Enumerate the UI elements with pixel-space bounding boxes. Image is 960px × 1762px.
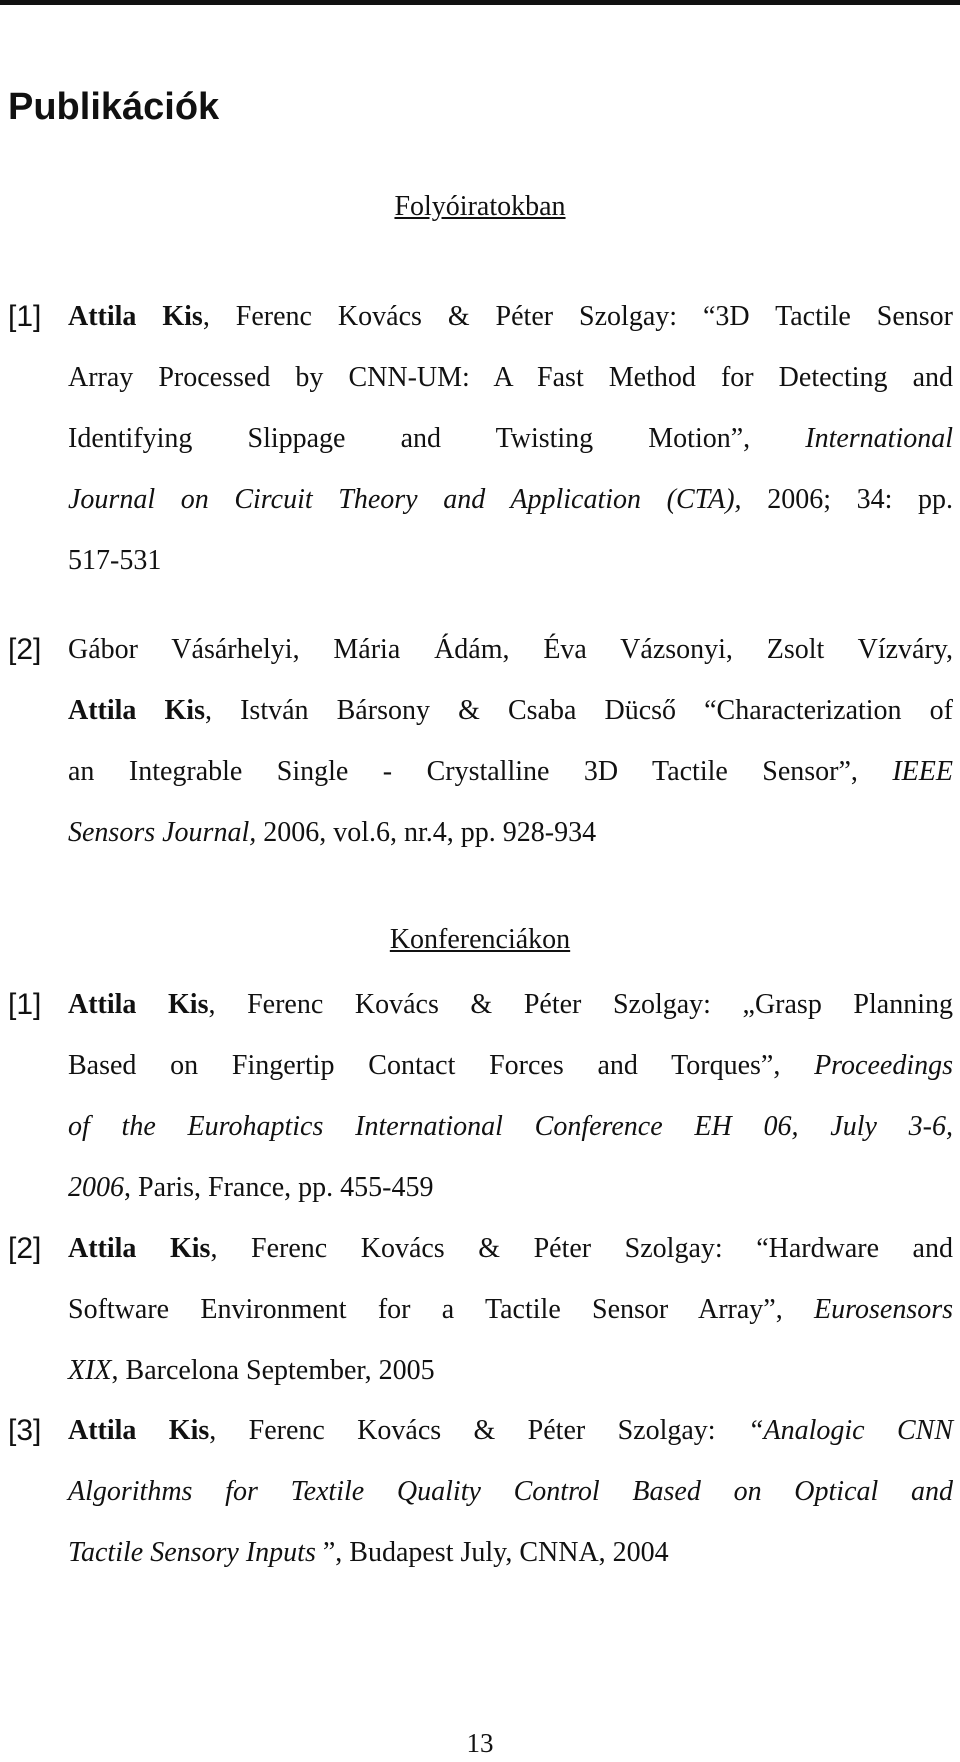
publication-details: 517-531 bbox=[68, 545, 162, 576]
entry-line bbox=[68, 691, 953, 731]
venue-text: XIX bbox=[68, 1355, 112, 1386]
entry-line bbox=[68, 1107, 953, 1147]
entry-line bbox=[68, 1229, 953, 1269]
entry-line bbox=[68, 813, 953, 853]
title-text: Software Environment for a Tactile Sensor Array”, bbox=[68, 1294, 783, 1325]
title-text: Based on Fingertip Contact Forces and Torques”, bbox=[68, 1050, 781, 1081]
page-number: 13 bbox=[466, 1728, 494, 1758]
title-text: Algorithms for Textile Quality Control Based on Optical and bbox=[68, 1476, 953, 1507]
entry-number: [3] bbox=[8, 1414, 42, 1447]
entry-line bbox=[68, 752, 953, 792]
entry-line bbox=[68, 419, 953, 459]
entry-line bbox=[68, 1168, 953, 1208]
title-text: Tactile Sensory Inputs bbox=[68, 1537, 316, 1568]
co-authors: , Ferenc Kovács & Péter Szolgay: bbox=[210, 1233, 757, 1264]
title-text: “Hardware and bbox=[756, 1233, 953, 1264]
venue-text: Eurosensors bbox=[814, 1294, 954, 1325]
title-text: Array Processed by CNN-UM: A Fast Method for Detecting and bbox=[68, 362, 953, 393]
co-authors: , István Bársony & Csaba Dücső bbox=[205, 695, 705, 726]
entry-line bbox=[68, 358, 953, 398]
venue-text: IEEE bbox=[892, 756, 953, 787]
top-rule bbox=[0, 0, 960, 5]
section-conferences-title: Konferenciákon bbox=[389, 924, 571, 955]
page-heading: Publikációk bbox=[8, 86, 220, 128]
section-journals-title: Folyóiratokban bbox=[394, 191, 566, 222]
entry-line bbox=[68, 541, 953, 581]
co-authors: , Ferenc Kovács & Péter Szolgay: bbox=[208, 989, 743, 1020]
venue-text: of the Eurohaptics International Conference EH 06, July 3-6, bbox=[68, 1111, 953, 1142]
title-text: an Integrable Single - Crystalline 3D Tactile Sensor”, bbox=[68, 756, 858, 787]
author-name: Attila Kis bbox=[68, 989, 209, 1020]
entry-line bbox=[68, 297, 953, 337]
entry-line bbox=[68, 985, 953, 1025]
venue-text: 2006 bbox=[68, 1172, 124, 1203]
publication-details: 2006, vol.6, nr.4, pp. 928-934 bbox=[256, 817, 597, 848]
entry-number: [2] bbox=[8, 1232, 42, 1265]
entry-line bbox=[68, 1533, 953, 1573]
entry-line bbox=[68, 1351, 953, 1391]
publication-details: ”, Budapest July, CNNA, 2004 bbox=[315, 1537, 669, 1568]
co-authors: , Ferenc Kovács & Péter Szolgay: bbox=[209, 1415, 748, 1446]
title-text: “Characterization of bbox=[704, 695, 953, 726]
entry-line bbox=[68, 1046, 953, 1086]
entry-line bbox=[68, 1472, 953, 1512]
venue-text: Proceedings bbox=[814, 1050, 953, 1081]
title-text: Identifying Slippage and Twisting Motion”, bbox=[68, 423, 751, 454]
title-text: “3D Tactile Sensor bbox=[702, 301, 954, 332]
author-name: Attila Kis bbox=[68, 695, 205, 726]
publication-details: , Paris, France, pp. 455-459 bbox=[124, 1172, 434, 1203]
author-name: Attila Kis bbox=[68, 1415, 210, 1446]
entry-number: [2] bbox=[8, 633, 42, 666]
venue-text: Journal on Circuit Theory and Application (CTA), bbox=[68, 484, 742, 515]
author-name: Attila Kis bbox=[68, 301, 203, 332]
publication-details: , Barcelona September, 2005 bbox=[111, 1355, 435, 1386]
entry-line bbox=[68, 1411, 953, 1451]
entry-number: [1] bbox=[8, 300, 42, 333]
title-text: “Analogic CNN bbox=[747, 1415, 953, 1446]
venue-text: International bbox=[805, 423, 954, 454]
entry-line bbox=[68, 630, 953, 670]
publication-details: 2006; 34: pp. bbox=[741, 484, 954, 515]
entry-line bbox=[68, 1290, 953, 1330]
entry-number: [1] bbox=[8, 988, 42, 1021]
entry-line bbox=[68, 480, 953, 520]
co-authors: Gábor Vásárhelyi, Mária Ádám, Éva Vázsonyi, Zsolt Vízváry, bbox=[68, 634, 953, 665]
author-name: Attila Kis bbox=[68, 1233, 211, 1264]
venue-text: Sensors Journal, bbox=[68, 817, 257, 848]
co-authors: , Ferenc Kovács & Péter Szolgay: bbox=[202, 301, 703, 332]
title-text: „Grasp Planning bbox=[742, 989, 953, 1020]
